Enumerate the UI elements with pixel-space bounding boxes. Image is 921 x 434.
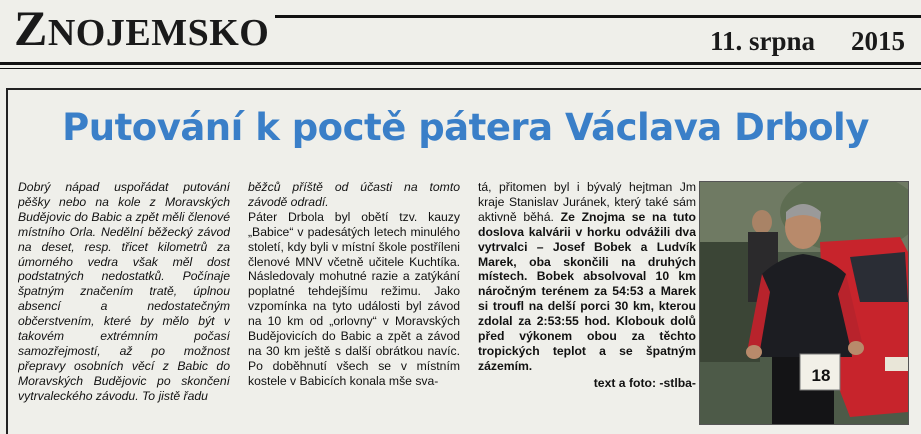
header-rule-thick xyxy=(0,62,921,65)
newspaper-name-initial: Z xyxy=(14,0,48,56)
article-body xyxy=(18,180,698,434)
masthead xyxy=(0,0,921,62)
masthead-rule xyxy=(275,15,921,18)
column-1-text: Dobrý nápad uspořádat putování pěšky nebo na kole z Moravských Budějovic do Babic a zpět měli členové místního Orla. Nedělní běžecký závod na deset, resp. třicet kilometrů za úmorného vedra však měl dost podstatných nedostatků. Počínaje špatným značením tratě, úplnou absencí a nedostatečným občerstvením, které by mělo být v takovém extrémním počasí samozřejmostí, až po možnost přepravy osobních věcí z Babic do Moravských Budějovic po skončení vytrvaleckého závodu. To jistě řadu xyxy=(18,180,230,403)
column-3-regular-text: tá, přitomen byl i bývalý hejtman Jm kraje Stanislav Juránek, který také sám aktivně běhá. xyxy=(478,180,696,224)
header-rule-thin xyxy=(0,68,921,69)
column-3-text xyxy=(478,180,696,374)
newspaper-name xyxy=(14,0,270,57)
issue-date xyxy=(710,26,905,57)
column-3-bold-text: Ze Znojma se na tuto doslova kalvárii v horku odvážili dva vytrvalci – Josef Bobek a Ludvík Marek, oba skončili na druhých místech. Bobek absolvoval 10 km náročným terénem za 54:53 a Marek si troufl na delší porci 30 km, kterou zdolal za 2:53:55 hod. Klobouk dolů před výkonem obou za těchto tropických teplot a se špatným zázemím. xyxy=(478,209,696,373)
issue-day-month: 11. srpna xyxy=(709,26,815,56)
article-column-3 xyxy=(478,180,696,434)
article-column-1 xyxy=(18,180,230,434)
photo-credit: text a foto: -stlba- xyxy=(593,375,696,390)
column-2-italic-text: běžců příště od účasti na tomto závodě odradí. xyxy=(248,180,460,209)
race-bib-number: 18 xyxy=(811,366,831,385)
newspaper-name-rest: NOJEMSKO xyxy=(47,12,270,54)
article-column-2 xyxy=(248,180,460,434)
runner-photo-image xyxy=(700,182,908,424)
issue-year: 2015 xyxy=(851,26,905,56)
article-headline: Putování k poctě pátera Václava Drboly xyxy=(62,106,869,149)
runner-photo xyxy=(699,181,909,425)
column-2-text: Páter Drbola byl obětí tzv. kauzy „Babice“ v padesátých letech minulého století, kdy byli v místní škole postříleni členové MNV včetně učitele Kuchtíka. Následovaly mohutné razie a zatýkání poplatné tehdejšímu režimu. Jako vzpomínka na tyto události byl závod na 10 km od „orlovny“ v Moravských Budějovicích do Babic a zpět a závod na 30 km ještě s další obrátkou navíc. Po doběhnutí všech se v místním kostele v Babicích konala mše sva- xyxy=(248,209,460,388)
